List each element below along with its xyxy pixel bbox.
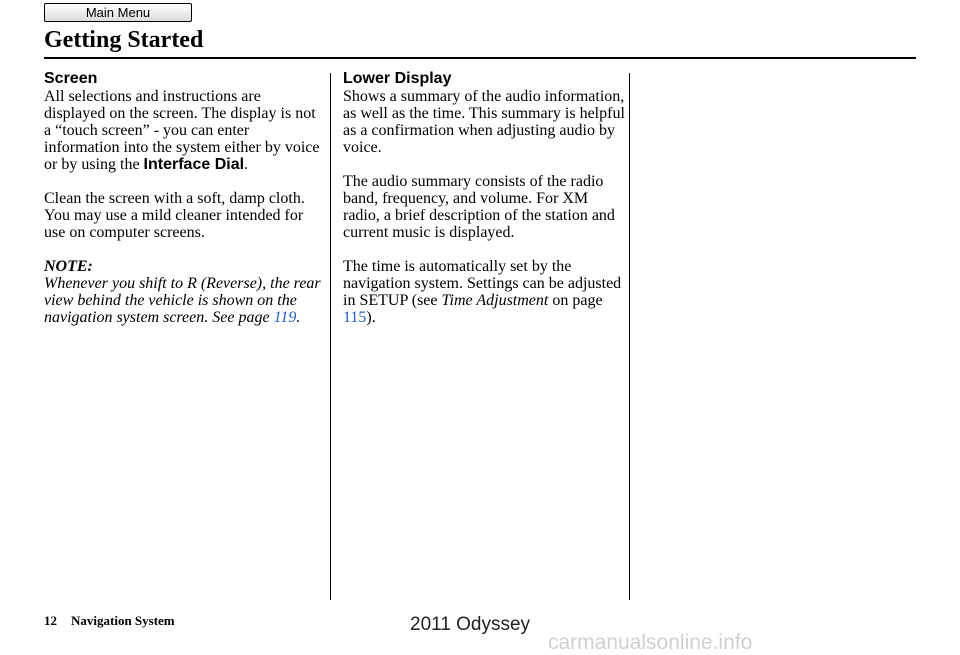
note-text: Whenever you shift to R (Reverse), the rear view behind the vehicle is shown on the navigation system screen. See page xyxy=(44,275,321,326)
interface-dial-term: Interface Dial xyxy=(143,156,245,173)
note-end: . xyxy=(296,309,301,326)
lower-display-paragraph-2: The audio summary consists of the radio band, frequency, and volume. For XM radio, a brief description of the station and current music is displayed. xyxy=(343,173,615,241)
footer-section: Navigation System xyxy=(71,613,175,628)
page-number: 12 xyxy=(44,613,57,628)
lower-display-paragraph-1: Shows a summary of the audio information, as well as the time. This summary is helpful as a confirmation when adjusting audio by voice. xyxy=(343,88,625,156)
lower-display-paragraph-3 xyxy=(343,258,628,326)
screen-paragraph-2: Clean the screen with a soft, damp cloth. You may use a mild cleaner intended for use on computer screens. xyxy=(44,190,305,241)
time-adjustment-ref: Time Adjustment xyxy=(441,292,549,309)
page-119-link[interactable]: 119 xyxy=(273,309,297,326)
screen-text-end: . xyxy=(244,156,249,173)
page-title: Getting Started xyxy=(44,27,204,53)
footer xyxy=(44,613,175,629)
page-115-link[interactable]: 115 xyxy=(343,309,367,326)
screen-text: All selections and instructions are displayed on the screen. The display is not a “touch screen” - you can enter information into the system either by voice or by using the xyxy=(44,88,320,173)
lower-display-heading: Lower Display xyxy=(343,70,452,87)
right-column xyxy=(343,69,628,343)
site-watermark: carmanualsonline.info xyxy=(548,631,753,654)
title-rule xyxy=(44,57,916,59)
note-block xyxy=(44,258,324,326)
screen-heading: Screen xyxy=(44,70,98,87)
time-text-mid: on page xyxy=(548,292,603,309)
left-column xyxy=(44,69,324,326)
main-menu-button[interactable]: Main Menu xyxy=(44,3,192,22)
time-text: The time is automatically set by the navigation system. Settings can be adjusted in SETUP (see xyxy=(343,258,622,309)
time-text-end: ). xyxy=(366,309,376,326)
note-label: NOTE: xyxy=(44,258,93,275)
column-divider-2 xyxy=(629,73,630,600)
column-divider-1 xyxy=(330,73,331,600)
screen-paragraph-1 xyxy=(44,88,324,173)
model-label: 2011 Odyssey xyxy=(410,614,531,635)
